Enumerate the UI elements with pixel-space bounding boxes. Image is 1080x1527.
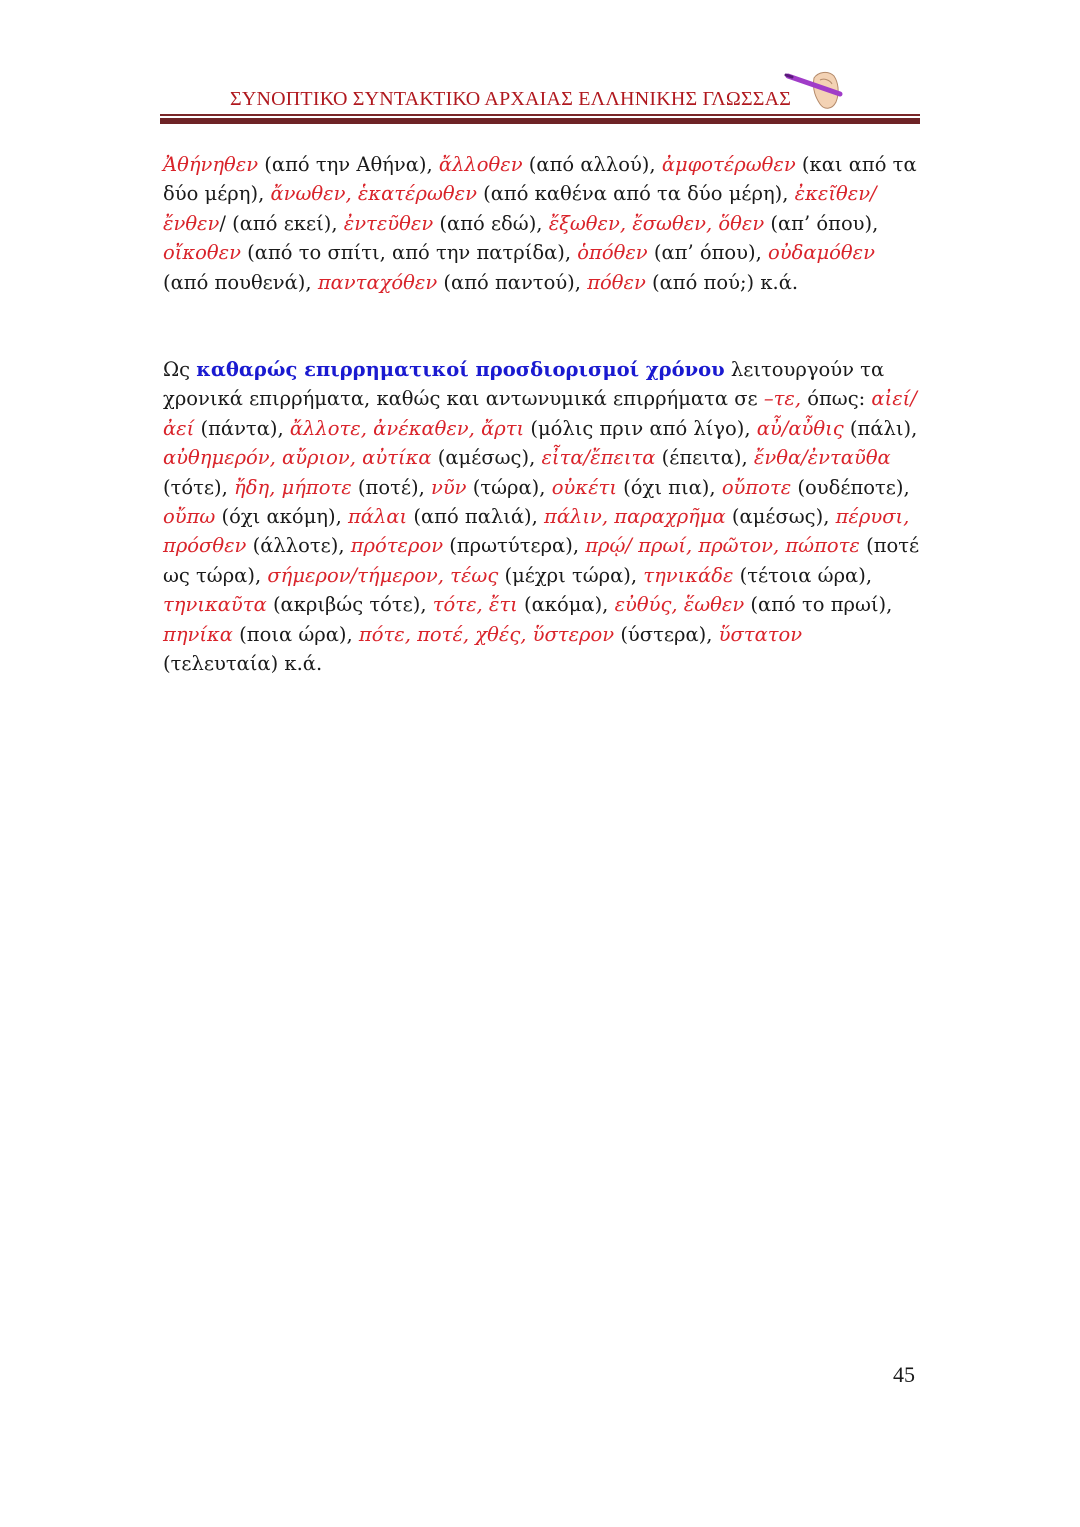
body-text: (από πού;) κ.ά. <box>645 270 799 294</box>
greek-term: εἶτα/ἔπειτα <box>541 446 656 470</box>
greek-term: πάλιν, παραχρῆμα <box>544 505 726 529</box>
body-text: (άλλοτε), <box>246 534 351 558</box>
greek-term: τηνικαῦτα <box>163 593 267 617</box>
body-text: (από εδώ), <box>433 211 549 235</box>
header-rule-thick <box>160 118 920 124</box>
greek-term: ἔνθα/ἐνταῦθα <box>753 446 891 470</box>
greek-term: πηνίκα <box>163 622 233 646</box>
greek-term: ἤδη, μήποτε <box>234 475 352 499</box>
body-text: (αμέσως), <box>725 505 836 529</box>
greek-term: ἔξωθεν, ἔσωθεν, ὅθεν <box>548 211 765 235</box>
body-text: (τέτοια ώρα), <box>733 563 873 587</box>
body-text: (τότε), <box>163 475 235 499</box>
greek-term: οὐδαμόθεν <box>768 241 875 265</box>
greek-term: πέρυσι, πρόσθεν <box>163 505 910 558</box>
greek-term: οὐκέτι <box>551 475 617 499</box>
body-text: (ποτέ ως τώρα), <box>163 534 920 587</box>
greek-term: πανταχόθεν <box>317 270 438 294</box>
body-text: λειτουργούν τα χρονικά επιρρήματα, καθώς και αντωνυμικά επιρρήματα σε <box>163 358 885 411</box>
highlighted-term: καθαρώς επιρρηματικοί προσδιορισμοί χρόνου <box>196 358 725 381</box>
greek-term: πάλαι <box>347 505 408 529</box>
body-text: (από αλλού), <box>522 153 662 176</box>
body-text: (όχι πια), <box>616 475 722 499</box>
greek-term: –τε, <box>763 387 802 411</box>
body-text: (τελευταία) κ.ά. <box>163 652 323 676</box>
paragraph-time-adverbs <box>163 355 923 678</box>
greek-term: ὁπόθεν <box>577 241 648 265</box>
greek-term: οὔποτε <box>721 475 792 499</box>
body-text: (μόλις πριν από λίγο), <box>524 416 757 440</box>
hand-writing-pen-icon <box>784 68 844 112</box>
header-rule-thin <box>160 114 920 116</box>
running-header-title: ΣΥΝΟΠΤΙΚΟ ΣΥΝΤΑΚΤΙΚΟ ΑΡΧΑΙΑΣ ΕΛΛΗΝΙΚΗΣ ΓΛΩΣΣΑΣ <box>230 88 792 110</box>
body-text: (απ’ όπου), <box>764 211 879 235</box>
greek-term: πρῴ/ πρωί, πρῶτον, πώποτε <box>585 534 860 558</box>
greek-term: ἄνωθεν, ἑκατέρωθεν <box>270 182 477 206</box>
body-text: Ως <box>163 358 197 381</box>
greek-term: ἐντεῦθεν <box>343 211 434 235</box>
body-text: (ποια ώρα), <box>232 622 359 646</box>
greek-term: ἐκεῖθεν/ἔνθεν <box>163 182 877 235</box>
body-text: (από το πρωί), <box>744 593 893 617</box>
body-text: (μέχρι τώρα), <box>498 563 644 587</box>
greek-term: σήμερον/τήμερον, τέως <box>267 563 499 587</box>
body-text: (όχι ακόμη), <box>215 505 348 529</box>
body-text: (από παντού), <box>437 270 588 294</box>
paragraph-place-adverbs <box>163 150 923 297</box>
body-text: (ύστερα), <box>614 622 719 646</box>
greek-term: Ἀθήνηθεν <box>163 153 259 176</box>
greek-term: ἄλλοτε, ἀνέκαθεν, ἄρτι <box>289 416 525 440</box>
body-text: (απ’ όπου), <box>647 241 768 265</box>
body-text: / (από εκεί), <box>219 211 344 235</box>
greek-term: οἴκοθεν <box>163 241 241 265</box>
greek-term: αἰεί/ἀεί <box>163 387 917 440</box>
body-text: (τώρα), <box>466 475 552 499</box>
page-number: 45 <box>893 1362 915 1387</box>
greek-term: πόθεν <box>587 270 646 294</box>
body-text: (από καθένα από τα δύο μέρη), <box>476 182 795 206</box>
body-text: (ποτέ), <box>351 475 431 499</box>
greek-term: νῦν <box>430 475 467 499</box>
body-text: (ακόμα), <box>517 593 615 617</box>
body-text: (ακριβώς τότε), <box>266 593 433 617</box>
greek-term: εὐθύς, ἕωθεν <box>614 593 745 617</box>
body-text: (πάλι), <box>843 416 918 440</box>
greek-term: αὖ/αὖθις <box>756 416 844 440</box>
greek-term: ἀμφοτέρωθεν <box>661 153 796 176</box>
body-text: (από πουθενά), <box>163 270 318 294</box>
greek-term: τότε, ἔτι <box>432 593 518 617</box>
greek-term: τηνικάδε <box>643 563 734 587</box>
body-text: όπως: <box>801 387 872 411</box>
body-text: (πρωτύτερα), <box>443 534 586 558</box>
greek-term: πότε, ποτέ, χθές, ὕστερον <box>358 622 615 646</box>
greek-term: οὔπω <box>163 505 216 529</box>
greek-term: ἄλλοθεν <box>438 153 523 176</box>
body-text: (αμέσως), <box>431 446 542 470</box>
greek-term: πρότερον <box>350 534 444 558</box>
greek-term: ὕστατον <box>718 622 803 646</box>
body-text: (ουδέποτε), <box>791 475 910 499</box>
greek-term: αὐθημερόν, αὔριον, αὐτίκα <box>163 446 432 470</box>
body-text: (από την Αθήνα), <box>258 153 439 176</box>
body-text: (από το σπίτι, από την πατρίδα), <box>240 241 578 265</box>
body-text: (από παλιά), <box>407 505 545 529</box>
body-text: (έπειτα), <box>655 446 754 470</box>
body-text: (πάντα), <box>194 416 290 440</box>
body-text: (και από τα δύο μέρη), <box>163 153 917 206</box>
